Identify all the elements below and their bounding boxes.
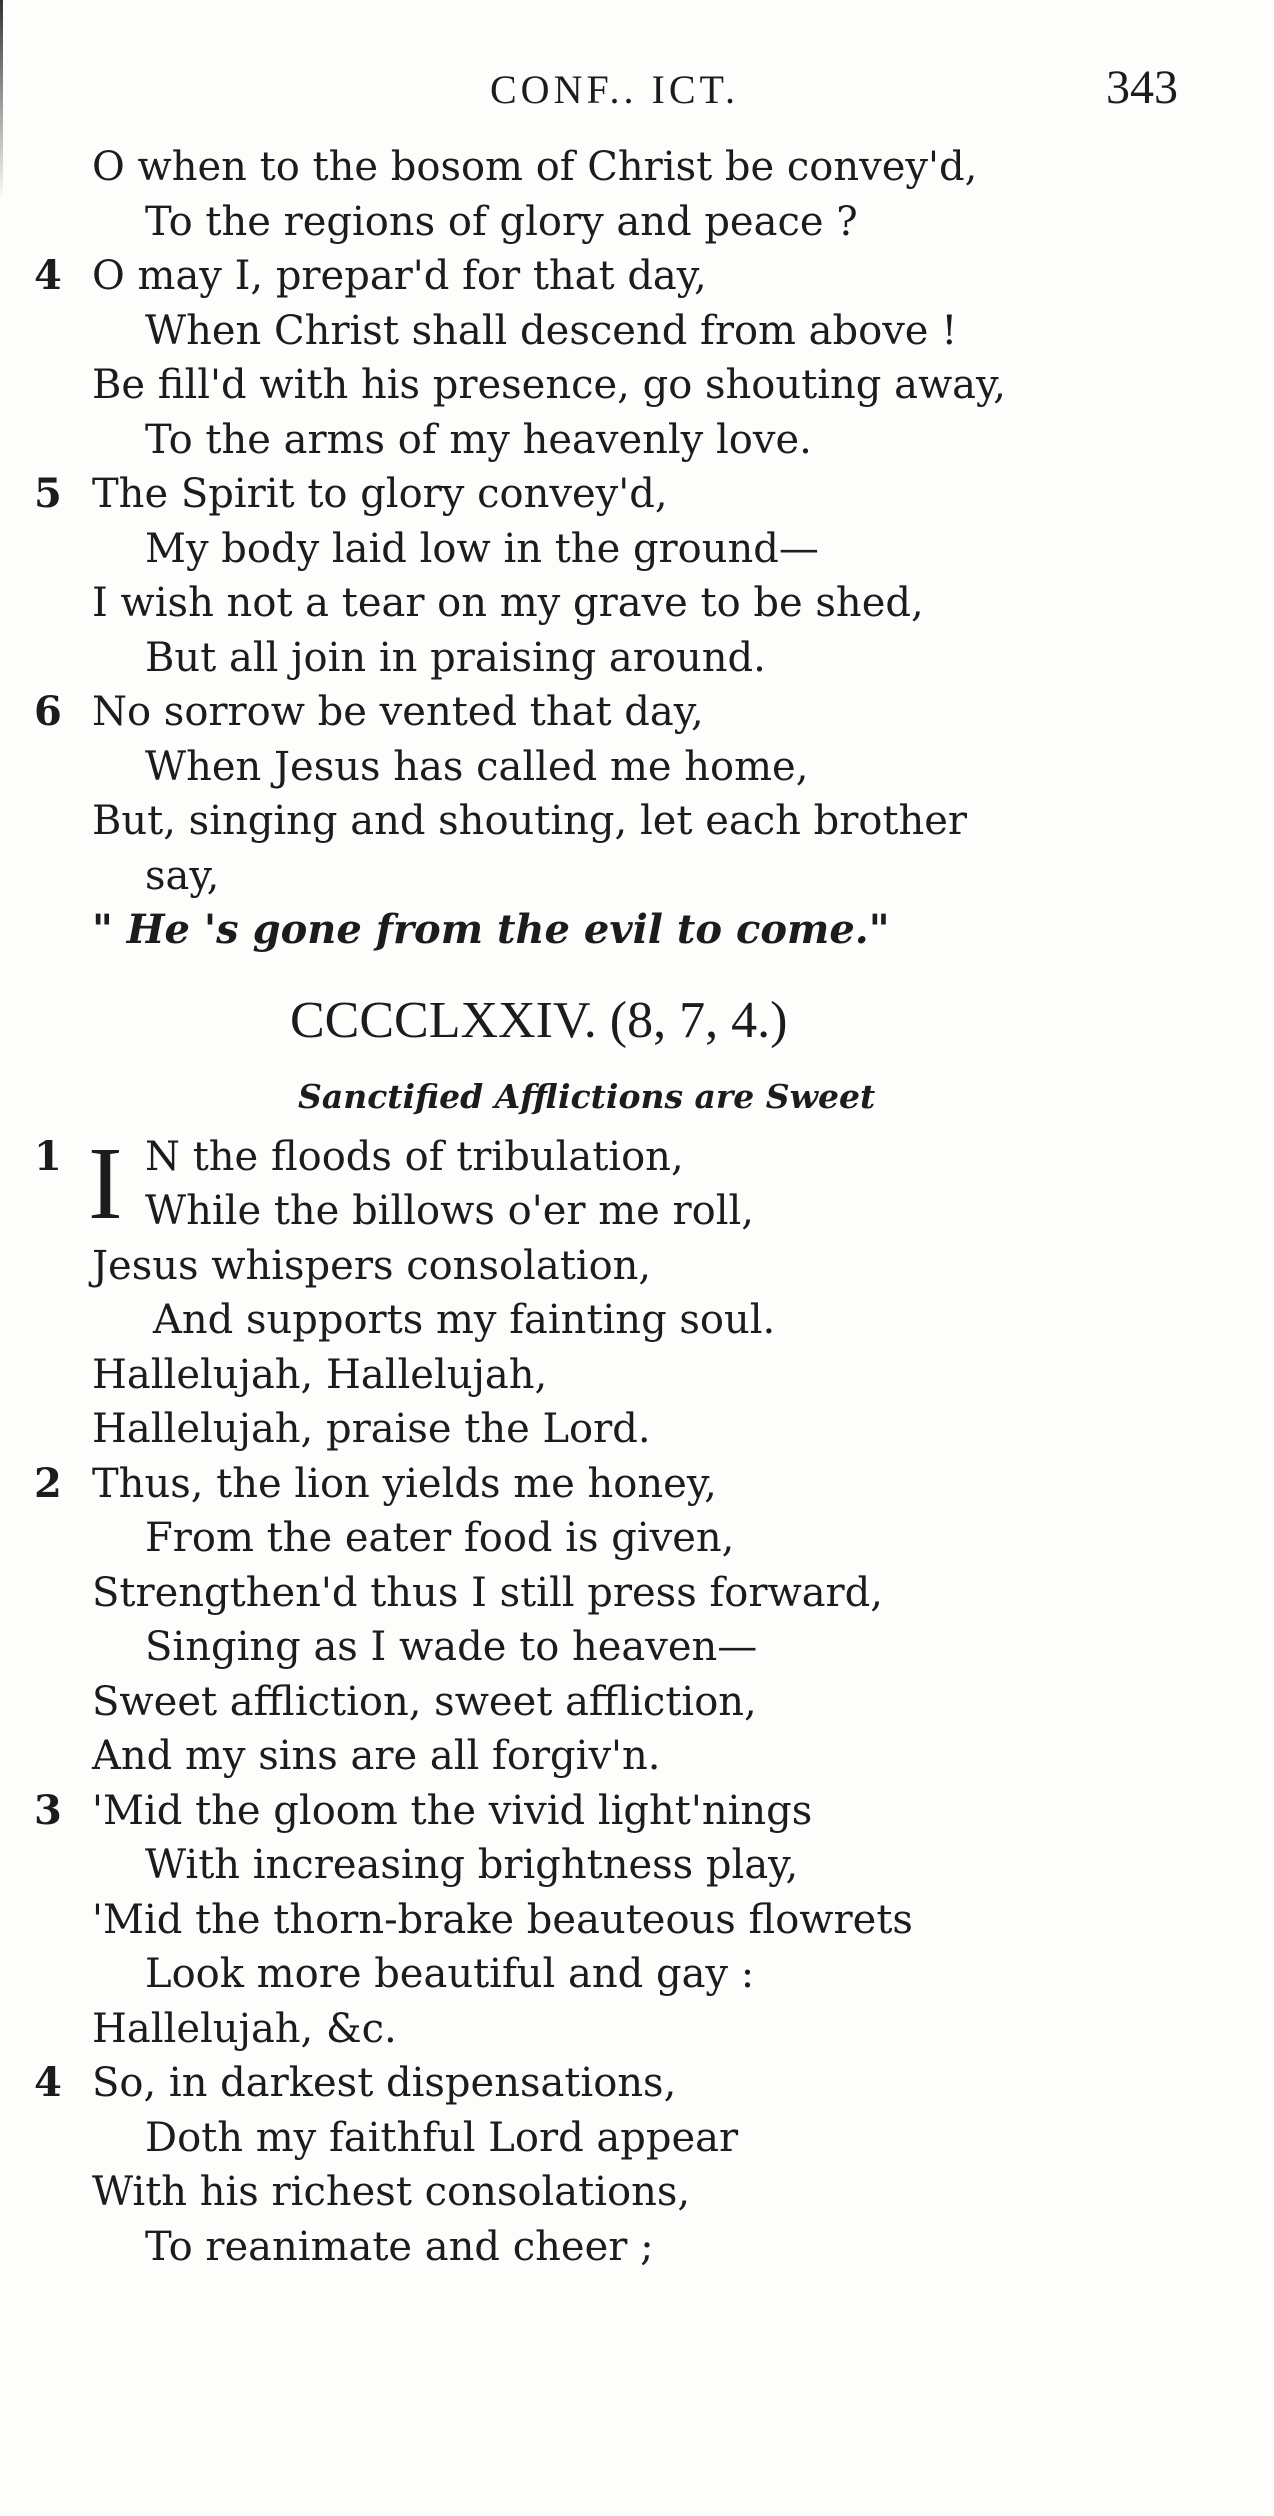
verse-line: With increasing brightness play,: [145, 1842, 799, 1888]
verse-line: [0, 467, 1274, 522]
hymn-number: CCCCLXXIV. (8, 7, 4.): [290, 991, 788, 1049]
verse-number: 6: [34, 688, 62, 735]
verse-line: Singing as I wade to heaven—: [145, 1624, 758, 1670]
verse-line: And supports my fainting soul.: [153, 1297, 776, 1343]
hymn-title-block: [0, 958, 1274, 1048]
verse-line: When Jesus has called me home,: [145, 743, 809, 790]
verse-text: Thus, the lion yields me honey,: [92, 1460, 717, 1507]
verse-line: But all join in praising around.: [145, 634, 766, 681]
verse-line: 'Mid the thorn-brake beauteous flowrets: [92, 1896, 913, 1943]
verse-number: 4: [34, 2059, 62, 2106]
verse-text: The Spirit to glory convey'd,: [92, 471, 668, 517]
verse-line: When Christ shall descend from above !: [145, 307, 958, 354]
verse-line: While the billows o'er me roll,: [145, 1188, 755, 1234]
page-number: 343: [1106, 61, 1178, 114]
verse-line: say,: [145, 852, 220, 899]
drop-cap: I: [88, 1125, 123, 1241]
verse-line: Sweet affliction, sweet affliction,: [92, 1678, 757, 1725]
verse-line: Hallelujah, &c.: [92, 2005, 397, 2052]
verse-line: With his richest consolations,: [92, 2169, 691, 2215]
verse-line: Strengthen'd thus I still press forward,: [92, 1569, 883, 1616]
verse-text: No sorrow be vented that day,: [92, 689, 704, 735]
verse-line: Be fill'd with his presence, go shouting away,: [92, 362, 1007, 408]
verse-text: 'Mid the gloom the vivid light'nings: [92, 1787, 813, 1834]
verse-line: Hallelujah, Hallelujah,: [92, 1351, 548, 1398]
verse-number: 4: [34, 252, 62, 299]
verse-number: 2: [34, 1459, 62, 1507]
verse-number: 3: [34, 1786, 62, 1834]
verse-line: And my sins are all forgiv'n.: [92, 1733, 661, 1779]
verse-line-quote: " He 's gone from the evil to come.": [92, 906, 890, 953]
verse-line: Jesus whispers consolation,: [92, 1242, 652, 1289]
verse-text: O may I, prepar'd for that day,: [92, 253, 707, 299]
verse-line: My body laid low in the ground—: [145, 525, 819, 572]
verse-line: [0, 1784, 1274, 1839]
verse-line: From the eater food is given,: [145, 1515, 735, 1561]
verse-text: So, in darkest dispensations,: [92, 2060, 677, 2106]
verse-number: 5: [34, 470, 62, 517]
verse-line: To the arms of my heavenly love.: [145, 416, 812, 463]
verse-line: To reanimate and cheer ;: [145, 2223, 654, 2270]
verse-line: Doth my faithful Lord appear: [145, 2114, 739, 2161]
verse-line: O when to the bosom of Christ be convey'd,: [92, 144, 978, 190]
verse-line: To the regions of glory and peace ?: [145, 198, 858, 245]
verse-number: 1: [34, 1132, 62, 1180]
verse-line: [0, 249, 1274, 304]
verse-line: I wish not a tear on my grave to be shed,: [92, 580, 924, 626]
verse-text: N the floods of tribulation,: [145, 1133, 684, 1180]
hymn-subtitle: Sanctified Afflictions are Sweet: [298, 1076, 876, 1116]
verse-line: [0, 685, 1274, 740]
page-body: [0, 140, 1274, 2274]
verse-line: But, singing and shouting, let each brother: [92, 798, 968, 844]
verse-line: Hallelujah, praise the Lord.: [92, 1406, 651, 1452]
verse-line: [0, 2056, 1274, 2111]
verse-line: [0, 1457, 1274, 1512]
page-header: [0, 58, 1274, 118]
running-head: CONF.. ICT.: [490, 67, 739, 112]
verse-line: Look more beautiful and gay :: [145, 1951, 755, 1997]
